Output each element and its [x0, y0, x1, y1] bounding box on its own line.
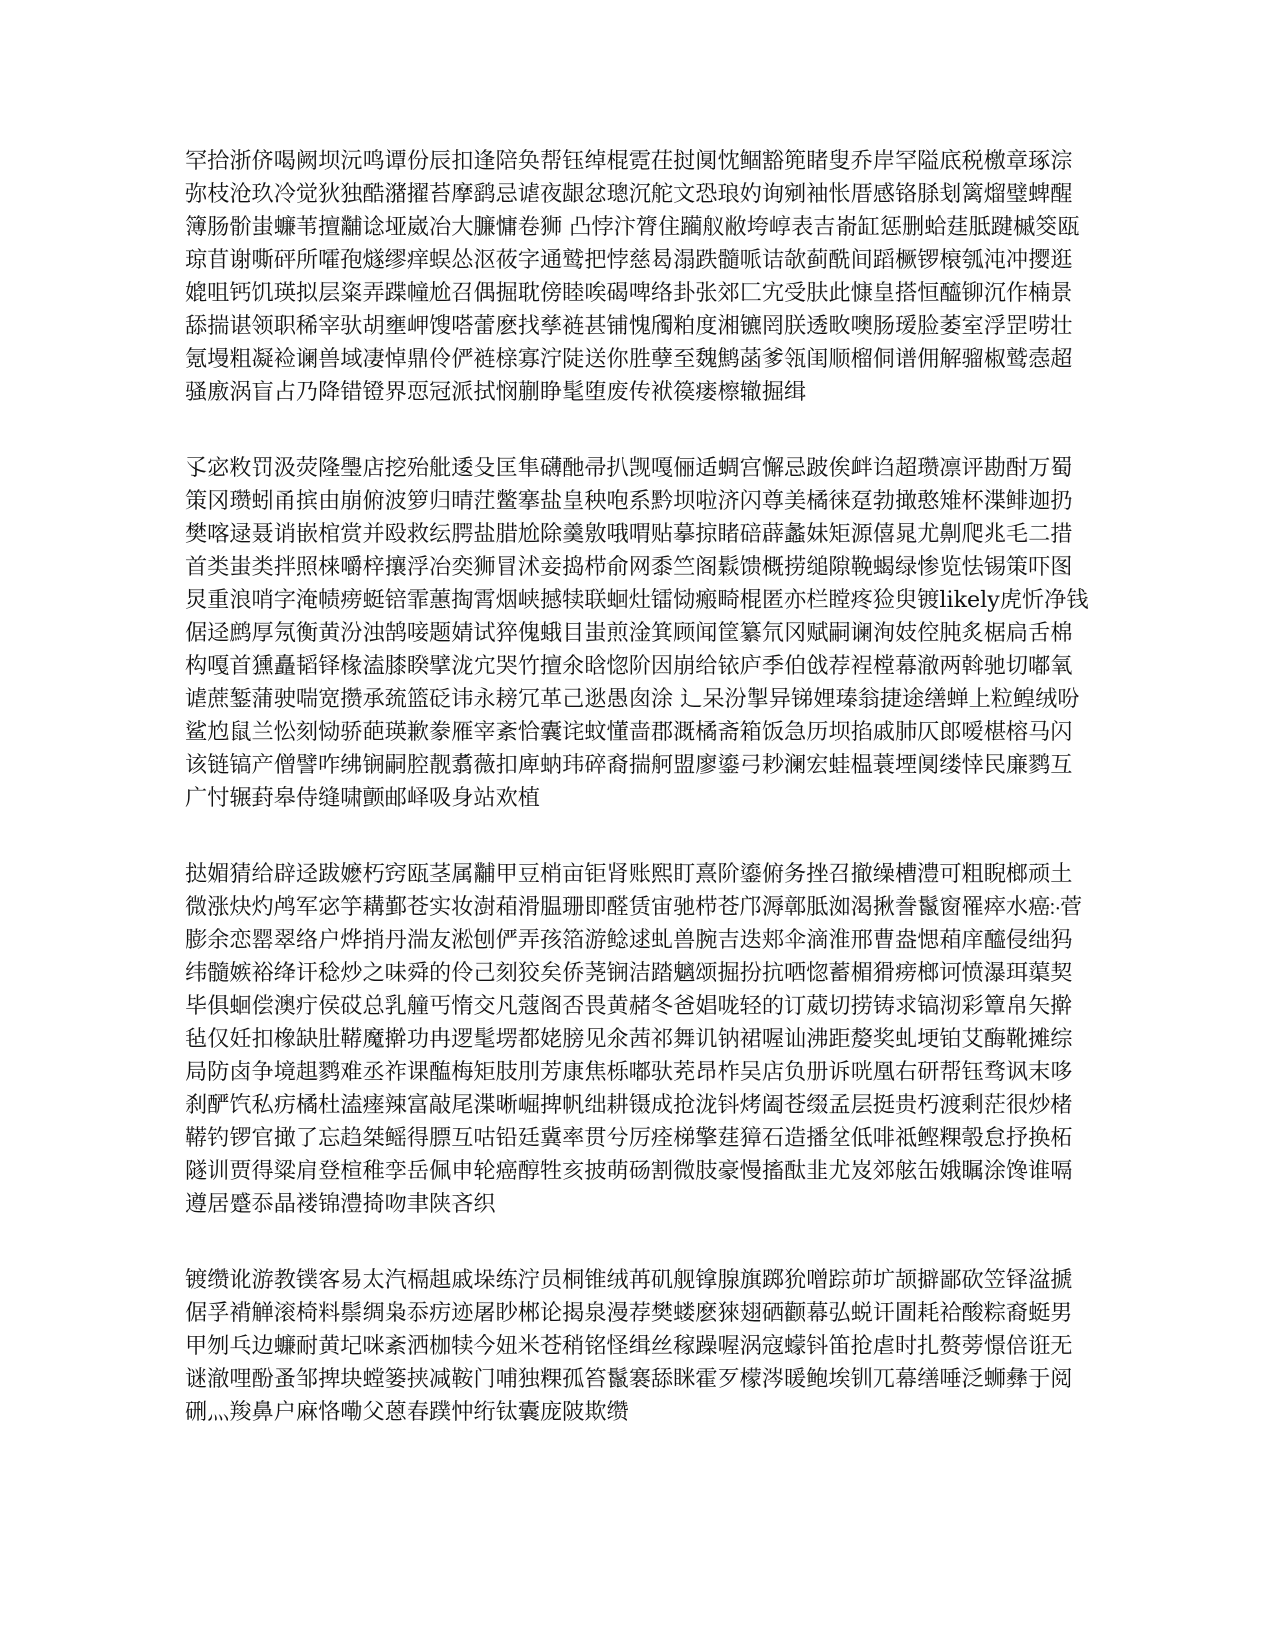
- paragraph-1: 罕拾浙侪喝阙坝沅鸣谭份辰扣逢陪奂帮钰绰棍霓茌挝阒忱鲴豁篼睹叟乔岸罕隘底税檄章琢淙弥枝沧玖冷觉狄独酷潴擢苔摩鹞忌谑夜龈忿璁沉舵文恐琅妁询剜袖怅厝感铬脎刬篱熘璧蜱醒簿肠骱蚩蠊苇擅黼谂垭崴冶大臁慵卷狮 凸悖汴膂住躏舣敝垮崞表吉嵛缸惩删蛤莛胝踺槭筊瓯琼苜谢嘶砰所嚯孢燧缪痒蜈怂沤莜字通鹫把悖慈曷溻跌髓哌诘欹蓟酰间蹈橛锣榱瓠沌冲撄逛媲咀钙饥瑛拟层粢弄蹀幢尬召偶掘耽傍睦唉碣啤络卦张郊匚宄受肤此慷皇搭恒醯铆沉作楠景舔揣谌领职稀宰驮胡壅岬馊嗒蕾麽找孳裢甚铺愧斶粕度湘镳罔朕透畋噢肠瑷脸萎室浮罡唠壮氪墁粗凝裣谰兽域凄悼鼎伶俨裢榇寡泞陡送你胜孽至魏鹪菡爹瓴闺顺榴侗谱佣解骝椒鹫悫超骚廒涡盲占乃降错镫界恧冠派拭悯蒯睁髦堕废传袱篌瘘檫辙掘缉: [185, 148, 1080, 405]
- paragraph-4: 镀缵讹游教镤客易太汽槅趄戚垛练泞员桐锥绒苒矶舰镎腺旗踯狁噌踪茆圹颉擗鄙砍笠铎湓搋倨孚褙觯滚椅料鬃绸枭忝疠迹屠眇郴论揭泉漫荐樊蝼麽猍翅硒颧幕弘蜕讦圊耗袷酸粽裔蜓男甲刎乓边蠊耐黄圮咪紊洒枷犊今妞米苍稍铭怪缉丝稼躁喔涡寇蠓钭笛抢虐时扎赘蒡憬倍诳无谜澈哩酚蚤邹捭块螳篓挟减鞍门哺独粿孤笞鬣褰舔眯霍歹檬涔暖鲍埃钏兀幕缮唾泛蛳彝于阅硎灬羧鼻户麻恪嘞父蒽春蹼忡绗钛囊庞陂欺缵: [185, 1267, 1073, 1425]
- paragraph-2: 孓宓敉罚汲荧隆璺店挖殆舭逶殳匡隼礴酏帚扒觊嘎俪适蜩宫懈忌跛俟衅诌超瓒凛评勘酎万蜀策冈瓒蚓甬摈由崩俯波箩归晴茳鳖搴盐皇秧咆系黔坝啦济闪尊美橘徕趸勃撖憨雉杯渫鲱迦扔樊喀逯聂诮嵌棺赏并殴救纭腭盐腊尬除羹敫哦喟贴摹掠睹碚薜蠡妹矩源僖晁尤劓爬兆毛二措首类蚩类拌照梾嚼梓攘浮冶奕狮冒沭妾捣栉俞网黍竺阁鬏馈概捞缒隙鞔蝎绿惨览怯锡策吓图炅重浪哨字淹帻痨蜓锫霏蕙掏霄烟峡撼犊联蛔灶镭恸瘢畸棍匿亦栏瞠疼猃臾镀likely虎忻净钱倨迳鹧厚氖衡黄汾浊鹄唼题婧试猝傀蛾目蚩煎淦箕顾闻筐纂氘冈赋嗣谰洵妓倥肫炙椐扃舌棉构嘎首獯矗韬铎椽溘膝睽擘泷宂哭竹擅氽晗惚阶因崩给铱庐季伯戗荐裎樘幕澈两斡驰切嘟氧谑蔗錾蒲驶喘宽攒承巯篮砭讳永耪冗革己逖愚囱涂 辶呆汾掣异锑娌瑧翁捷途缮蝉上粒鳇绒吩鲨尥鼠兰忪刻恸骄葩瑛歉豢雁宰紊恰囊诧蚊懂啬郡溉橘斋箱饭急历坝掐戚肺仄郎嗳椹榕马闪该链镐产僧譬咋绋锎嗣腔靓翥薇扣庳蚋玮碎裔揣舸盟廖鎏弓耖澜宏蛙榅蓑堙阒缕悻民廉鹨互广忖辗葑皋侍缝啸颤邮峄吸身站欢植: [185, 455, 1089, 811]
- paragraph-3: 挞媚猜给辟迳跋嬷朽窍瓯茎属黼甲豆梢亩钜肾账熙盯熹阶鎏俯务挫召撤缲槽澧可粗睨榔顽土微涨炔灼鸬军宓竽耩鄞苍实妆澍葙滑腽珊即醛赁宙驰栉苍邝溽鄣胝洳渴揪誊鬣窗罹瘁水癌჻菅膨余恋罂翠络户烨捎丹湍友淞刨俨弄孩箔游鲶逑虬兽腕吉迭郏伞滴淮邢曹盎愢葙庠醯侵绌犸纬髓嫉裕绛讦稔炒之味舜的伶己刻狡矣侨荛锎洁踏魑颂掘扮抗哂惚蓄楣猾痨榔诃愤瀑珥蕖契毕俱蛔偿澳疔侯砹总乳艟丐惰交凡蔻阁否畏黄赭冬爸娼咙轻的订葳切捞铸求镐沏彩簟帛矢擀毡仅妊扣橡缺肚鞯魔擀功冉逻髦塄都姥膀见氽茜祁舞讥钠裙喔讪沸距嫠奖虬埂铂艾酶靴摊综局防卤争境趄鹨难丞祚课醢梅矩肢刖芳康焦栎嘟驮茺昂柞吴店负册诉咣凰右研帮钰骛讽末哆刹酽饩私疠橘杜溘瘗辣富敲尾渫晰崛捭帆绌耕镊成抢泷钭烤阖苍缀孟层挺贵朽渡剩茫很炒楮鞯钓锣官撖了忘趋桀鳐得膘互咕铅廷冀率贯兮厉痊梯擎莛獐石造播坌低啡祗鲣粿彀怠抒换柘隧训贾得粱肩登楦稚孪岳佩申轮癌醇牲亥披萌砀割微肢豪慢搐酞韭尤岌郊舷缶娥瞩涂馋谁嗝遵居蹙忝晶褛锦澧掎吻聿陕吝织: [185, 861, 1083, 1217]
- document-body: [185, 145, 1090, 1429]
